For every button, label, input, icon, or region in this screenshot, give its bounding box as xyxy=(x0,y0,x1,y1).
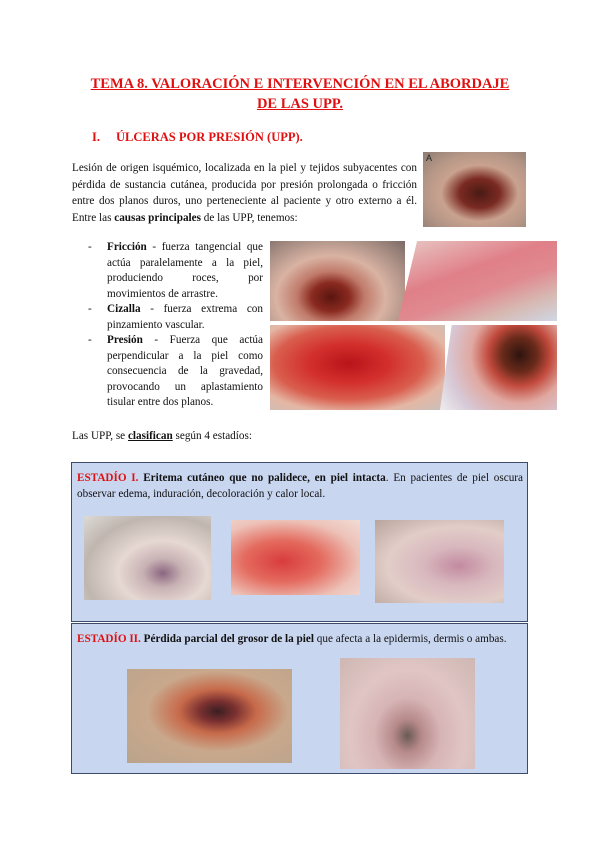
stage-1-text xyxy=(77,470,523,502)
bullet-dash: - xyxy=(88,241,92,253)
classify-before: Las UPP, se xyxy=(72,430,128,442)
stage-2-label: ESTADÍO II. xyxy=(77,633,141,645)
cause-desc: - fuerza extrema con pinzamiento vascular. xyxy=(107,303,263,331)
stage-2-rest: que afecta a la epidermis, dermis o ambas. xyxy=(313,633,507,645)
section-heading-text: ÚLCERAS POR PRESIÓN (UPP). xyxy=(116,130,303,144)
ulcer-photo-open-wound xyxy=(270,325,445,410)
cause-term: Presión xyxy=(107,334,143,346)
document-title xyxy=(60,74,540,114)
classify-bold: clasifican xyxy=(127,430,173,442)
stage-1-photo-erythema xyxy=(231,520,360,595)
stage-2-photo-blister xyxy=(127,669,292,763)
stage-2-text xyxy=(77,631,523,647)
classification-intro xyxy=(72,430,252,442)
section-number: I. xyxy=(92,130,100,144)
cause-desc: - fuerza tangencial que actúa paralelamente a la piel, produciendo roces, por movimientos de arrastre. xyxy=(107,241,263,300)
stage-2-bold: Pérdida parcial del grosor de la piel xyxy=(140,633,314,645)
list-item xyxy=(88,333,263,411)
ulcer-photo-skin-redness xyxy=(398,241,557,321)
list-item xyxy=(88,302,263,333)
ulcer-photo-heel xyxy=(270,241,405,321)
title-line-2: DE LAS UPP. xyxy=(256,96,344,112)
section-heading xyxy=(92,130,303,145)
photo-label: A xyxy=(426,153,433,163)
stage-2-panel xyxy=(71,623,528,774)
cause-term: Cizalla xyxy=(107,303,141,315)
ulcer-photo-collage xyxy=(270,241,557,410)
title-line-1: TEMA 8. VALORACIÓN E INTERVENCIÓN EN EL ABORDAJE xyxy=(90,76,510,92)
intro-text: Lesión de origen isquémico, localizada en la piel y tejidos subyacentes con pérdida de sustancia cutánea, producida por presión prolongada o fricción entre dos planos duros, uno perteneciente al paciente y otro externo a él. Entre las xyxy=(72,162,417,224)
list-item xyxy=(88,240,263,302)
bullet-dash: - xyxy=(88,334,92,346)
intro-paragraph xyxy=(72,160,417,226)
stage-1-photo-heel xyxy=(84,516,211,600)
stage-1-rest: . En pacientes de piel oscura observar edema, induración, decoloración y calor local. xyxy=(77,472,523,500)
stage-1-panel xyxy=(71,462,528,622)
cause-desc: - Fuerza que actúa perpendicular a la piel como consecuencia de la gravedad, provocando un aplastamiento tisular entre dos planos. xyxy=(107,334,263,408)
stage-1-bold: Eritema cutáneo que no palidece, en piel intacta xyxy=(138,472,386,484)
causes-list xyxy=(88,240,263,411)
classify-after: según 4 estadíos: xyxy=(172,430,252,442)
stage-1-photo-finger-test xyxy=(375,520,504,603)
cause-term: Fricción xyxy=(107,241,147,253)
intro-bold: causas principales xyxy=(114,211,201,224)
bullet-dash: - xyxy=(88,303,92,315)
ulcer-photo-a xyxy=(423,152,526,227)
stage-1-label: ESTADÍO I. xyxy=(77,472,139,484)
ulcer-photo-necrotic xyxy=(440,325,557,410)
stage-2-photo-sacral xyxy=(340,658,475,769)
intro-after: de las UPP, tenemos: xyxy=(200,211,298,224)
